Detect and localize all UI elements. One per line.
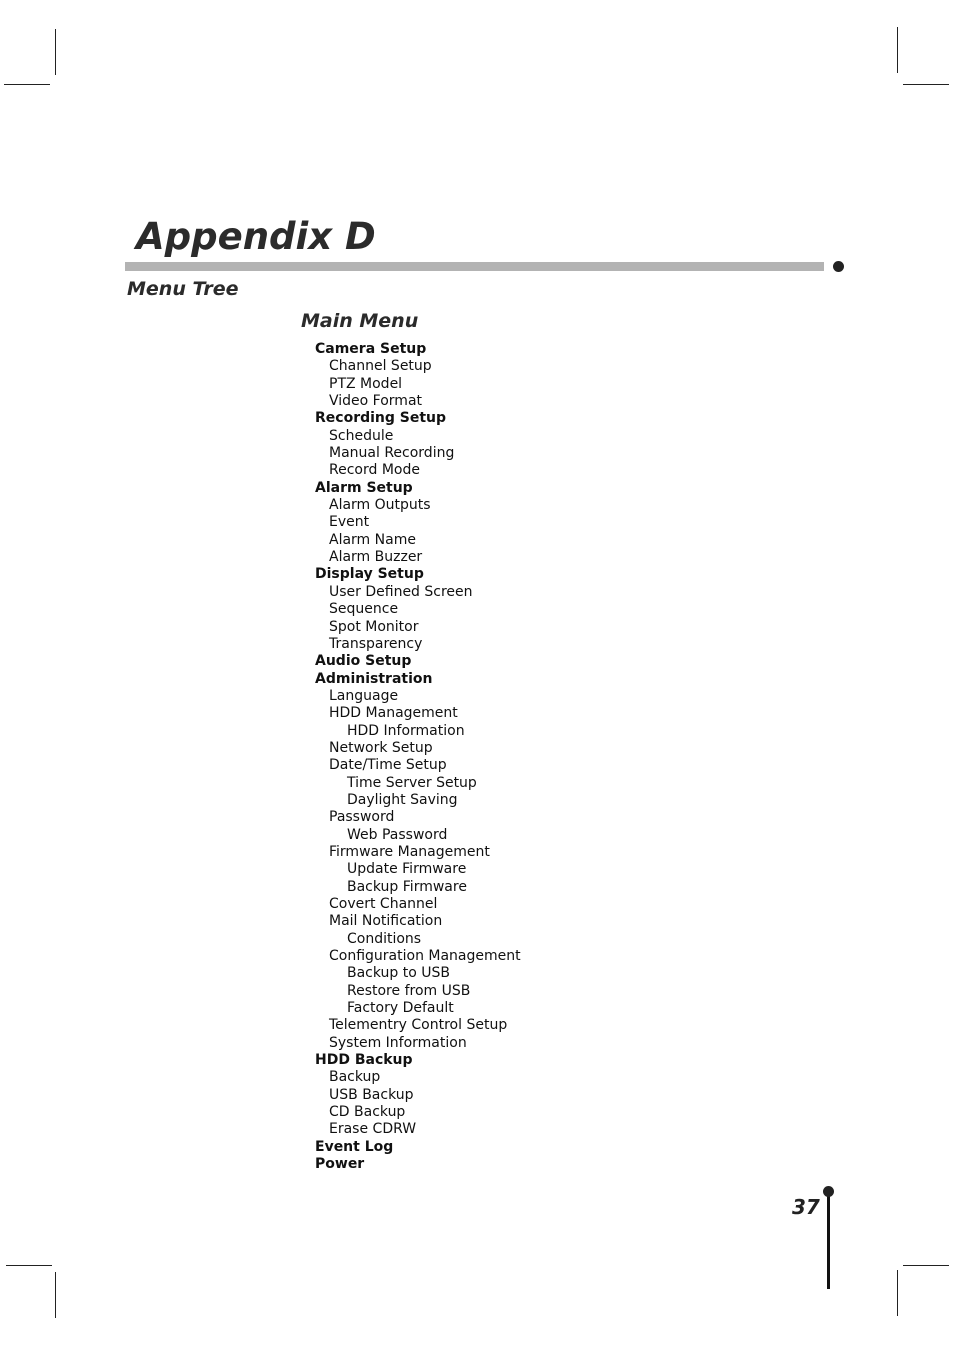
menu-tree bbox=[315, 341, 521, 1174]
menu-tree-item: Erase CDRW bbox=[329, 1121, 417, 1138]
menu-tree-item: System Information bbox=[329, 1034, 467, 1051]
menu-tree-subitem: Factory Default bbox=[347, 1000, 454, 1017]
menu-tree-item: Backup bbox=[329, 1069, 381, 1086]
menu-tree-subitem: Restore from USB bbox=[347, 982, 471, 999]
menu-tree-item: Telementry Control Setup bbox=[329, 1017, 508, 1034]
menu-tree-subitem: Update Firmware bbox=[347, 861, 467, 878]
menu-tree-item: Password bbox=[329, 809, 395, 826]
crop-mark-top-right-horizontal bbox=[903, 84, 949, 85]
menu-tree-item: Date/Time Setup bbox=[329, 757, 447, 774]
menu-tree-item: Event bbox=[329, 514, 370, 531]
menu-tree-subitem: Time Server Setup bbox=[347, 774, 477, 791]
menu-tree-item: Alarm Outputs bbox=[329, 497, 431, 514]
menu-tree-item: Alarm Name bbox=[329, 531, 416, 548]
menu-tree-item: Firmware Management bbox=[329, 843, 490, 860]
crop-mark-bottom-right-vertical bbox=[897, 1270, 898, 1316]
page-number-bar bbox=[827, 1192, 830, 1289]
menu-tree-item: Manual Recording bbox=[329, 445, 455, 462]
menu-tree-category: Display Setup bbox=[315, 566, 424, 583]
title-rule-dot bbox=[833, 261, 844, 272]
menu-tree-item: Covert Channel bbox=[329, 896, 438, 912]
page-number-dot bbox=[823, 1186, 834, 1197]
menu-tree-item: Sequence bbox=[329, 601, 399, 618]
menu-tree-subitem: Backup Firmware bbox=[347, 878, 467, 895]
menu-tree-item: Mail Notification bbox=[329, 913, 443, 930]
menu-tree-item: Alarm Buzzer bbox=[329, 549, 423, 566]
title-rule bbox=[125, 262, 824, 271]
menu-tree-category: Camera Setup bbox=[315, 341, 427, 357]
menu-tree-subitem: Daylight Saving bbox=[347, 791, 458, 808]
menu-tree-item: Video Format bbox=[329, 393, 423, 410]
section-title: Menu Tree bbox=[127, 278, 239, 300]
crop-mark-bottom-left-horizontal bbox=[6, 1265, 52, 1266]
menu-tree-item: PTZ Model bbox=[329, 375, 403, 392]
menu-tree-item: CD Backup bbox=[329, 1104, 406, 1121]
menu-tree-item: Transparency bbox=[329, 635, 423, 652]
page-number: 37 bbox=[792, 1195, 820, 1219]
menu-tree-subitem: Web Password bbox=[347, 826, 448, 843]
menu-tree-item: Configuration Management bbox=[329, 948, 521, 965]
menu-tree-item: Schedule bbox=[329, 427, 394, 444]
menu-tree-item: Network Setup bbox=[329, 739, 433, 756]
menu-tree-item: Record Mode bbox=[329, 462, 420, 479]
crop-mark-bottom-right-horizontal bbox=[903, 1265, 949, 1266]
menu-tree-item: User Defined Screen bbox=[329, 583, 473, 600]
page-title: Appendix D bbox=[136, 215, 376, 258]
menu-tree-category: Power bbox=[315, 1156, 365, 1173]
menu-tree-category: Event Log bbox=[315, 1138, 394, 1155]
menu-tree-item: HDD Management bbox=[329, 705, 458, 722]
menu-tree-subitem: Backup to USB bbox=[347, 965, 451, 982]
menu-tree-item: Spot Monitor bbox=[329, 618, 419, 635]
menu-tree-item: Language bbox=[329, 687, 399, 704]
menu-tree-item: USB Backup bbox=[329, 1086, 414, 1103]
crop-mark-top-left-vertical bbox=[55, 29, 56, 75]
crop-mark-bottom-left-vertical bbox=[55, 1272, 56, 1318]
subsection-title: Main Menu bbox=[301, 310, 419, 332]
menu-tree-category: HDD Backup bbox=[315, 1052, 413, 1069]
menu-tree-subitem: HDD Information bbox=[347, 722, 465, 739]
menu-tree-category: Recording Setup bbox=[315, 410, 447, 427]
crop-mark-top-left-horizontal bbox=[4, 84, 50, 85]
menu-tree-category: Administration bbox=[315, 670, 433, 687]
menu-tree-subitem: Conditions bbox=[347, 930, 422, 947]
menu-tree-category: Alarm Setup bbox=[315, 479, 413, 496]
crop-mark-top-right-vertical bbox=[897, 27, 898, 73]
menu-tree-category: Audio Setup bbox=[315, 653, 412, 670]
menu-tree-item: Channel Setup bbox=[329, 358, 432, 375]
